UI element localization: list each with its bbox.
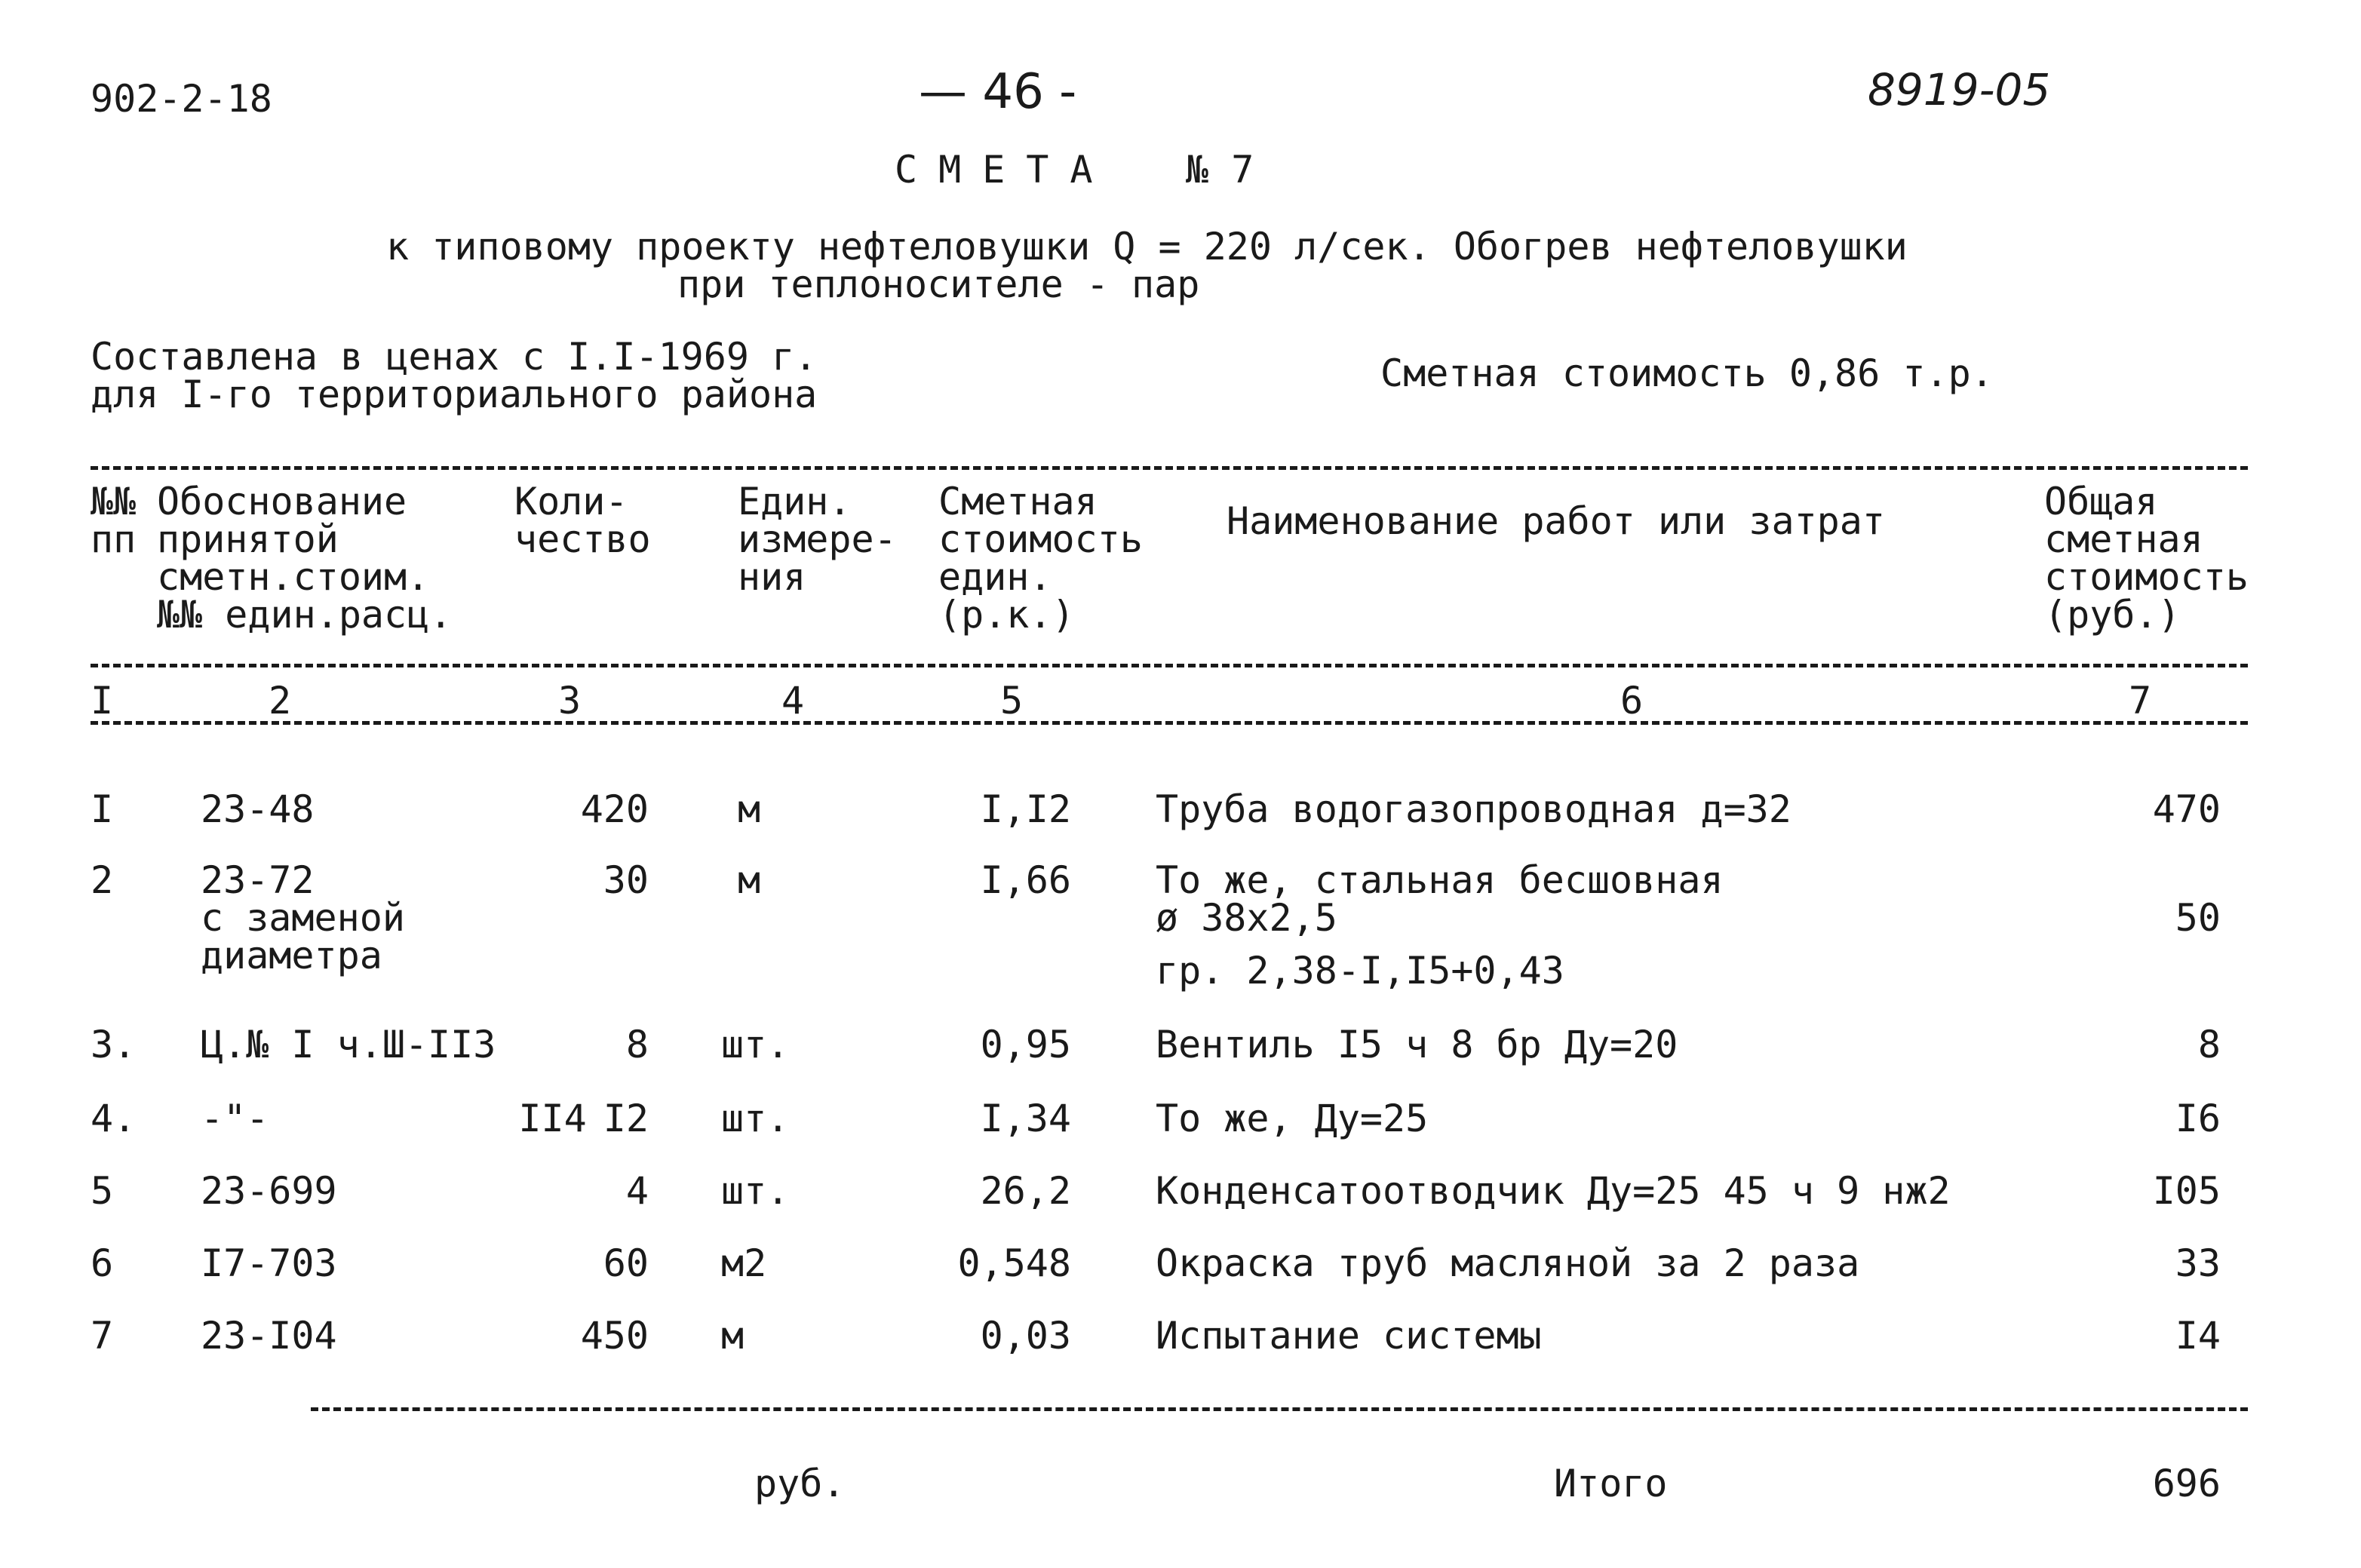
row-description: Конденсатоотводчик Ду=25 45 ч 9 нж2 [1156,1169,1951,1213]
basis-line: с заменой [201,896,405,940]
row-total: I6 [2175,1097,2221,1140]
total-label: Итого [1554,1462,1668,1505]
row-quantity: 8 [625,1023,649,1066]
header-top-rule [91,466,2248,470]
heading-line: един. [938,555,1052,599]
row-basis [201,858,405,977]
column-number: 2 [269,679,292,723]
column-heading-description [1227,499,1885,543]
totals-rule [311,1407,2248,1411]
heading-line: Обоснование [157,480,407,523]
row-unit: шт. [721,1023,790,1066]
registration-number: 8919-05 [1868,64,2051,115]
row-unit-price: 0,03 [980,1314,1071,1358]
row-description: гр. 2,38-I,I5+0,43 [1156,949,1564,993]
column-number: 5 [1000,679,1024,723]
column-number: 4 [781,679,805,723]
heading-line: сметная [2044,517,2203,561]
row-unit-price: 0,548 [957,1241,1071,1285]
column-heading-total [2044,480,2249,637]
currency-label: руб. [754,1462,846,1505]
header-bottom-rule [91,664,2248,667]
row-description: То же, стальная бесшовная [1156,858,1724,902]
page-number: — 46 - [919,64,1077,120]
row-unit: шт. [721,1097,790,1140]
column-heading-quantity [514,480,651,561]
column-number: I [91,679,114,723]
row-number: 5 [91,1169,114,1213]
estimate-number: № 7 [1186,148,1254,192]
row-quantity: 30 [603,858,649,902]
column-heading-unit-price [938,480,1143,637]
row-number: 6 [91,1241,114,1285]
row-quantity: 450 [580,1314,649,1358]
row-basis: 23-48 [201,787,315,831]
basis-line: диаметра [201,934,382,977]
row-basis: 23-699 [201,1169,337,1213]
column-number: 6 [1620,679,1644,723]
row-basis: -"- II4 [201,1097,587,1140]
row-description: Вентиль I5 ч 8 бр Ду=20 [1156,1023,1678,1066]
heading-line: Коли- [514,480,628,523]
row-total: I4 [2175,1314,2221,1358]
heading-line: Сметная [938,480,1098,523]
row-quantity: I2 [603,1097,649,1140]
heading-line: №№ [91,480,137,523]
heading-line: (р.к.) [938,593,1075,637]
heading-line: (руб.) [2044,593,2181,637]
row-basis: 23-I04 [201,1314,337,1358]
row-description: Труба водогазопроводная д=32 [1156,787,1791,831]
row-description: Испытание системы [1156,1314,1542,1358]
estimated-cost: Сметная стоимость 0,86 т.р. [1380,351,1994,395]
heading-line: сметн.стоим. [157,555,430,599]
grand-total: 696 [2152,1462,2221,1505]
row-total: 8 [2197,1023,2221,1066]
row-unit: м [738,858,761,902]
heading-line: стоимость [938,517,1143,561]
row-basis: I7-703 [201,1241,337,1285]
heading-line: №№ един.расц. [157,593,453,637]
document-title: СМЕТА [895,148,1114,192]
heading-line: Един. [738,480,852,523]
row-unit: м [738,787,761,831]
row-total: 50 [2175,896,2221,940]
row-number: 2 [91,858,114,902]
row-total: 470 [2152,787,2221,831]
heading-line: Наименование работ или затрат [1227,499,1885,543]
row-number: 3. [91,1023,137,1066]
prices-basis-line-2: для I-го территориального района [91,373,818,416]
column-heading-unit [738,480,897,599]
row-total: 33 [2175,1241,2221,1285]
row-number: 4. [91,1097,137,1140]
row-unit-price: I,I2 [980,787,1071,831]
row-unit-price: 26,2 [980,1169,1071,1213]
basis-line: 23-72 [201,858,315,902]
heading-line: ния [738,555,806,599]
row-description: То же, Ду=25 [1156,1097,1429,1140]
row-unit-price: I,34 [980,1097,1071,1140]
row-total: I05 [2152,1169,2221,1213]
row-description: Окраска труб масляной за 2 раза [1156,1241,1860,1285]
heading-line: стоимость [2044,555,2249,599]
heading-line: измере- [738,517,897,561]
row-unit-price: 0,95 [980,1023,1071,1066]
row-quantity: 4 [625,1169,649,1213]
column-number: 7 [2129,679,2152,723]
heading-line: пп [91,517,137,561]
column-numbers-rule [91,721,2248,725]
row-quantity: 420 [580,787,649,831]
subtitle-line-2: при теплоносителе - пар [677,262,1200,306]
row-number: 7 [91,1314,114,1358]
subtitle-line-1: к типовому проекту нефтеловушки Q = 220 л/сек. Обогрев нефтеловушки [386,225,1908,268]
column-heading-number [91,480,137,561]
row-unit: шт. [721,1169,790,1213]
heading-line: Общая [2044,480,2158,523]
column-number: 3 [558,679,582,723]
row-unit: м2 [721,1241,767,1285]
row-number: I [91,787,114,831]
document-code: 902-2-18 [91,77,272,121]
prices-basis-line-1: Составлена в ценах с I.I-1969 г. [91,335,818,379]
row-quantity: 60 [603,1241,649,1285]
column-heading-basis [157,480,453,637]
row-unit-price: I,66 [980,858,1071,902]
heading-line: принятой [157,517,339,561]
heading-line: чество [514,517,651,561]
row-description: ø 38x2,5 [1156,896,1337,940]
row-unit: м [721,1314,745,1358]
row-basis: Ц.№ I ч.Ш-II3 [201,1023,496,1066]
